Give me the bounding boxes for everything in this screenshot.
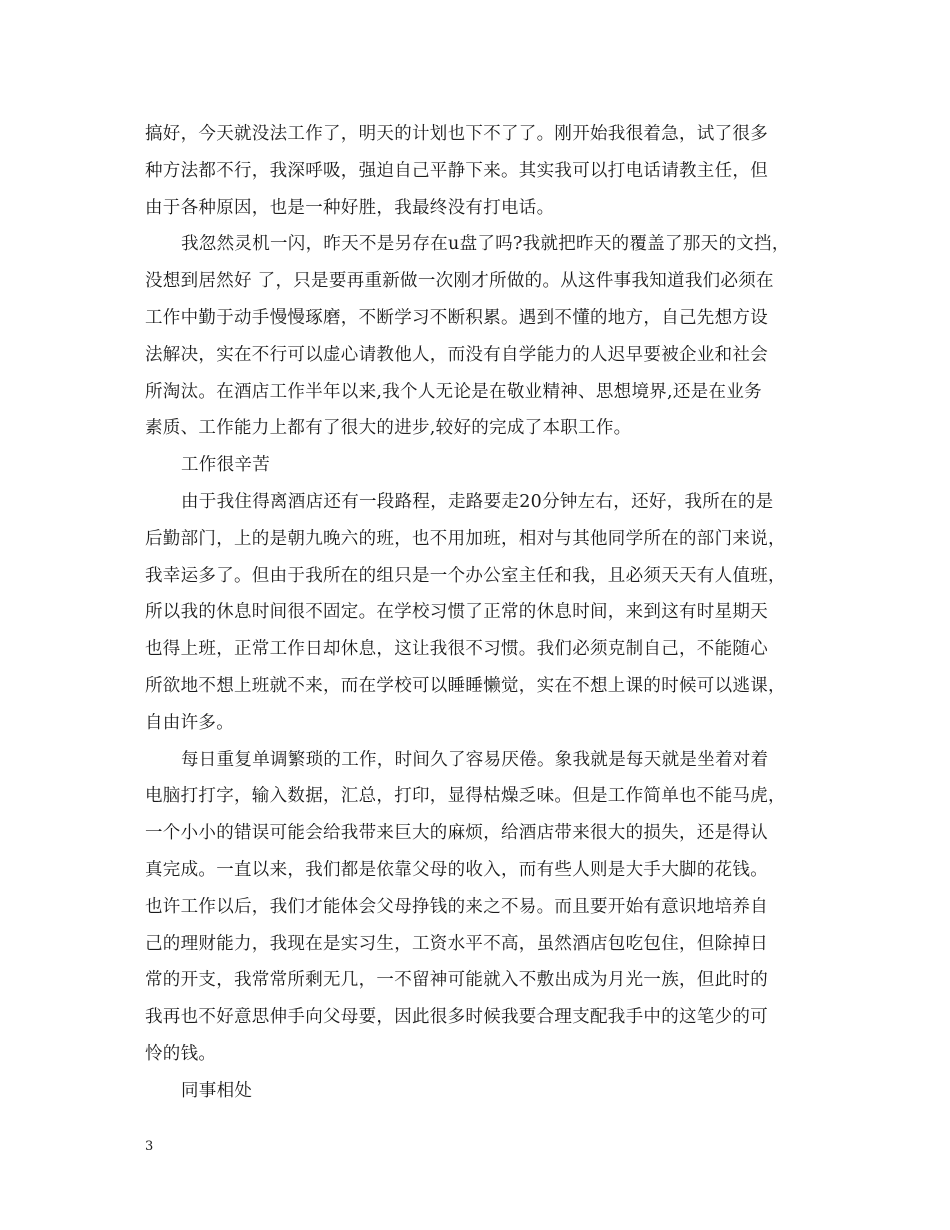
text-line: 由于各种原因，也是一种好胜，我最终没有打电话。 [145, 197, 555, 218]
text-line: 怜的钱。 [145, 1043, 217, 1064]
text-line: 我再也不好意思伸手向父母要，因此很多时候我要合理支配我手中的这笔少的可 [145, 1007, 768, 1028]
text-line: 种方法都不行，我深呼吸，强迫自己平静下来。其实我可以打电话请教主任，但 [145, 160, 768, 181]
text-line: 每日重复单调繁琐的工作，时间久了容易厌倦。象我就是每天就是坐着对着 [181, 749, 769, 770]
text-line: 自由许多。 [145, 712, 234, 733]
text-line: 也得上班，正常工作日却休息，这让我很不习惯。我们必须克制自己，不能随心 [145, 639, 768, 660]
text-line: 没想到居然好 了，只是要再重新做一次刚才所做的。从这件事我知道我们必须在 [145, 271, 774, 292]
text-line: 我忽然灵机一闪，昨天不是另存在u盘了吗?我就把昨天的覆盖了那天的文挡， [181, 234, 790, 255]
text-line: 后勤部门，上的是朝九晚六的班，也不用加班，相对与其他同学所在的部门来说， [145, 528, 786, 549]
text-line: 常的开支，我常常所剩无几，一不留神可能就入不敷出成为月光一族，但此时的 [145, 970, 768, 991]
text-line: 工作很辛苦 [181, 455, 270, 476]
text-line: 法解决，实在不行可以虚心请教他人，而没有自学能力的人迟早要被企业和社会 [145, 344, 768, 365]
text-line: 素质、工作能力上都有了很大的进步,较好的完成了本职工作。 [145, 418, 632, 439]
text-line: 真完成。一直以来，我们都是依靠父母的收入，而有些人则是大手大脚的花钱。 [145, 859, 768, 880]
text-line: 也许工作以后，我们才能体会父母挣钱的来之不易。而且要开始有意识地培养自 [145, 896, 768, 917]
page-number: 3 [145, 1139, 154, 1154]
text-line: 搞好，今天就没法工作了，明天的计划也下不了了。刚开始我很着急，试了很多 [145, 124, 768, 144]
text-line: 所淘汰。在酒店工作半年以来,我个人无论是在敬业精神、思想境界,还是在业务 [145, 381, 762, 402]
text-line: 一个小小的错误可能会给我带来巨大的麻烦，给酒店带来很大的损失，还是得认 [145, 823, 768, 844]
text-line: 由于我住得离酒店还有一段路程，走路要走20分钟左右，还好，我所在的是 [181, 491, 774, 512]
text-line: 同事相处 [181, 1080, 253, 1101]
text-line: 己的理财能力，我现在是实习生，工资水平不高，虽然酒店包吃包住，但除掉日 [145, 933, 768, 954]
text-line: 工作中勤于动手慢慢琢磨，不断学习不断积累。遇到不懂的地方，自己先想方设 [145, 307, 768, 328]
text-line: 我幸运多了。但由于我所在的组只是一个办公室主任和我，且必须天天有人值班， [145, 565, 786, 586]
text-line: 所以我的休息时间很不固定。在学校习惯了正常的休息时间，来到这有时星期天 [145, 602, 768, 623]
text-line: 所欲地不想上班就不来，而在学校可以睡睡懒觉，实在不想上课的时候可以逃课， [145, 675, 786, 696]
text-line: 电脑打打字，输入数据，汇总，打印，显得枯燥乏味。但是工作简单也不能马虎， [145, 786, 786, 807]
document-body [145, 116, 810, 1110]
